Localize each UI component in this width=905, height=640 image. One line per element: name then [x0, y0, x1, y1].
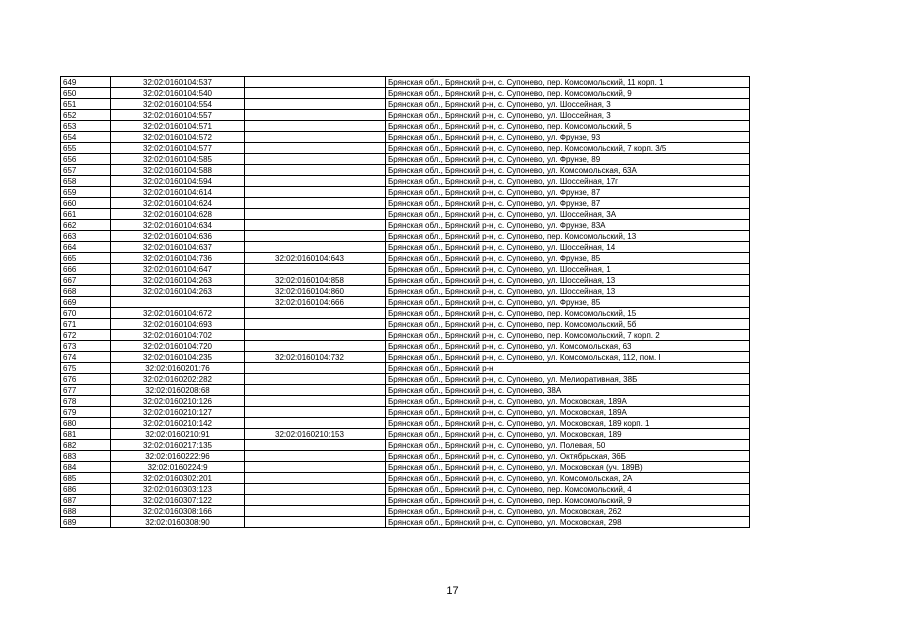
- table-body: [61, 77, 750, 528]
- related-cadastral-number-cell: [245, 220, 386, 231]
- cadastral-number-cell: 32:02:0160308:90: [111, 517, 245, 528]
- address-cell: Брянская обл., Брянский р-н, с. Супонево, пер. Комсомольский, 7 корп. 3/5: [386, 143, 750, 154]
- related-cadastral-number-cell: [245, 308, 386, 319]
- cadastral-number-cell: 32:02:0160104:702: [111, 330, 245, 341]
- row-number-cell: 651: [61, 99, 111, 110]
- table-row: [61, 253, 750, 264]
- row-number-cell: 665: [61, 253, 111, 264]
- table-row: [61, 495, 750, 506]
- address-cell: Брянская обл., Брянский р-н, с. Супонево, ул. Мелиоративная, 38Б: [386, 374, 750, 385]
- row-number-cell: 681: [61, 429, 111, 440]
- table-row: [61, 88, 750, 99]
- address-cell: Брянская обл., Брянский р-н, с. Супонево, ул. Шоссейная, 17г: [386, 176, 750, 187]
- table-row: [61, 407, 750, 418]
- related-cadastral-number-cell: [245, 484, 386, 495]
- address-cell: Брянская обл., Брянский р-н, с. Супонево, ул. Шоссейная, 13: [386, 286, 750, 297]
- cadastral-number-cell: 32:02:0160104:235: [111, 352, 245, 363]
- row-number-cell: 652: [61, 110, 111, 121]
- cadastral-number-cell: 32:02:0160104:628: [111, 209, 245, 220]
- table-row: [61, 473, 750, 484]
- cadastral-number-cell: 32:02:0160104:624: [111, 198, 245, 209]
- cadastral-number-cell: 32:02:0160201:76: [111, 363, 245, 374]
- address-cell: Брянская обл., Брянский р-н, с. Супонево, пер. Комсомольский, 13: [386, 231, 750, 242]
- row-number-cell: 675: [61, 363, 111, 374]
- address-cell: Брянская обл., Брянский р-н, с. Супонево, пер. Комсомольский, 9: [386, 495, 750, 506]
- cadastral-number-cell: 32:02:0160217:135: [111, 440, 245, 451]
- table-row: [61, 440, 750, 451]
- related-cadastral-number-cell: [245, 374, 386, 385]
- related-cadastral-number-cell: 32:02:0160104:643: [245, 253, 386, 264]
- address-cell: Брянская обл., Брянский р-н, с. Супонево, пер. Комсомольский, 5: [386, 121, 750, 132]
- row-number-cell: 687: [61, 495, 111, 506]
- cadastral-number-cell: 32:02:0160104:720: [111, 341, 245, 352]
- address-cell: Брянская обл., Брянский р-н, с. Супонево, ул. Московская, 189 корп. 1: [386, 418, 750, 429]
- row-number-cell: 670: [61, 308, 111, 319]
- table-row: [61, 341, 750, 352]
- address-cell: Брянская обл., Брянский р-н, с. Супонево, пер. Комсомольский, 11 корп. 1: [386, 77, 750, 88]
- related-cadastral-number-cell: [245, 187, 386, 198]
- related-cadastral-number-cell: [245, 110, 386, 121]
- table-row: [61, 176, 750, 187]
- related-cadastral-number-cell: [245, 396, 386, 407]
- cadastral-number-cell: 32:02:0160104:588: [111, 165, 245, 176]
- row-number-cell: 686: [61, 484, 111, 495]
- table-row: [61, 451, 750, 462]
- cadastral-table: [60, 76, 750, 528]
- related-cadastral-number-cell: [245, 132, 386, 143]
- table-row: [61, 242, 750, 253]
- address-cell: Брянская обл., Брянский р-н, с. Супонево, ул. Комсомольская, 2А: [386, 473, 750, 484]
- address-cell: Брянская обл., Брянский р-н, с. Супонево, ул. Полевая, 50: [386, 440, 750, 451]
- address-cell: Брянская обл., Брянский р-н, с. Супонево, ул. Комсомольская, 63А: [386, 165, 750, 176]
- address-cell: Брянская обл., Брянский р-н, с. Супонево, ул. Фрунзе, 85: [386, 253, 750, 264]
- table-row: [61, 319, 750, 330]
- address-cell: Брянская обл., Брянский р-н, с. Супонево, ул. Шоссейная, 1: [386, 264, 750, 275]
- address-cell: Брянская обл., Брянский р-н, с. Супонево, пер. Комсомольский, 15: [386, 308, 750, 319]
- table-row: [61, 132, 750, 143]
- table-row: [61, 506, 750, 517]
- table-row: [61, 374, 750, 385]
- table-row: [61, 363, 750, 374]
- table-row: [61, 198, 750, 209]
- related-cadastral-number-cell: [245, 121, 386, 132]
- cadastral-number-cell: 32:02:0160303:123: [111, 484, 245, 495]
- table-row: [61, 396, 750, 407]
- row-number-cell: 679: [61, 407, 111, 418]
- cadastral-number-cell: 32:02:0160104:263: [111, 275, 245, 286]
- table-row: [61, 275, 750, 286]
- address-cell: Брянская обл., Брянский р-н, с. Супонево, ул. Фрунзе, 87: [386, 198, 750, 209]
- related-cadastral-number-cell: [245, 473, 386, 484]
- row-number-cell: 668: [61, 286, 111, 297]
- row-number-cell: 669: [61, 297, 111, 308]
- row-number-cell: 676: [61, 374, 111, 385]
- cadastral-number-cell: 32:02:0160104:540: [111, 88, 245, 99]
- related-cadastral-number-cell: [245, 242, 386, 253]
- address-cell: Брянская обл., Брянский р-н, с. Супонево, ул. Шоссейная, 3А: [386, 209, 750, 220]
- address-cell: Брянская обл., Брянский р-н, с. Супонево, ул. Шоссейная, 13: [386, 275, 750, 286]
- row-number-cell: 680: [61, 418, 111, 429]
- row-number-cell: 663: [61, 231, 111, 242]
- row-number-cell: 656: [61, 154, 111, 165]
- page-number: 17: [446, 585, 459, 597]
- row-number-cell: 661: [61, 209, 111, 220]
- row-number-cell: 677: [61, 385, 111, 396]
- related-cadastral-number-cell: 32:02:0160104:666: [245, 297, 386, 308]
- cadastral-number-cell: 32:02:0160104:647: [111, 264, 245, 275]
- table-row: [61, 77, 750, 88]
- cadastral-number-cell: 32:02:0160202:282: [111, 374, 245, 385]
- table-row: [61, 385, 750, 396]
- cadastral-number-cell: 32:02:0160104:634: [111, 220, 245, 231]
- row-number-cell: 672: [61, 330, 111, 341]
- address-cell: Брянская обл., Брянский р-н, с. Супонево, ул. Комсомольская, 63: [386, 341, 750, 352]
- address-cell: Брянская обл., Брянский р-н, с. Супонево, пер. Комсомольский, 5б: [386, 319, 750, 330]
- related-cadastral-number-cell: [245, 319, 386, 330]
- address-cell: Брянская обл., Брянский р-н, с. Супонево, ул. Фрунзе, 93: [386, 132, 750, 143]
- cadastral-number-cell: 32:02:0160210:126: [111, 396, 245, 407]
- address-cell: Брянская обл., Брянский р-н, с. Супонево, ул. Шоссейная, 14: [386, 242, 750, 253]
- cadastral-number-cell: 32:02:0160104:263: [111, 286, 245, 297]
- address-cell: Брянская обл., Брянский р-н, с. Супонево, ул. Московская, 262: [386, 506, 750, 517]
- table-row: [61, 297, 750, 308]
- row-number-cell: 682: [61, 440, 111, 451]
- row-number-cell: 685: [61, 473, 111, 484]
- address-cell: Брянская обл., Брянский р-н, с. Супонево, ул. Шоссейная, 3: [386, 110, 750, 121]
- related-cadastral-number-cell: [245, 154, 386, 165]
- table-row: [61, 99, 750, 110]
- row-number-cell: 660: [61, 198, 111, 209]
- table-row: [61, 352, 750, 363]
- related-cadastral-number-cell: [245, 165, 386, 176]
- table-row: [61, 110, 750, 121]
- related-cadastral-number-cell: [245, 407, 386, 418]
- row-number-cell: 684: [61, 462, 111, 473]
- related-cadastral-number-cell: 32:02:0160104:858: [245, 275, 386, 286]
- cadastral-number-cell: 32:02:0160222:96: [111, 451, 245, 462]
- address-cell: Брянская обл., Брянский р-н, с. Супонево, ул. Октябрьская, 36Б: [386, 451, 750, 462]
- related-cadastral-number-cell: [245, 209, 386, 220]
- cadastral-number-cell: 32:02:0160104:693: [111, 319, 245, 330]
- table-row: [61, 517, 750, 528]
- related-cadastral-number-cell: [245, 440, 386, 451]
- row-number-cell: 657: [61, 165, 111, 176]
- address-cell: Брянская обл., Брянский р-н, с. Супонево, пер. Комсомольский, 7 корп. 2: [386, 330, 750, 341]
- cadastral-number-cell: 32:02:0160104:637: [111, 242, 245, 253]
- address-cell: Брянская обл., Брянский р-н, с. Супонево, ул. Фрунзе, 85: [386, 297, 750, 308]
- row-number-cell: 678: [61, 396, 111, 407]
- address-cell: Брянская обл., Брянский р-н, с. Супонево, пер. Комсомольский, 9: [386, 88, 750, 99]
- row-number-cell: 683: [61, 451, 111, 462]
- row-number-cell: 649: [61, 77, 111, 88]
- row-number-cell: 671: [61, 319, 111, 330]
- cadastral-number-cell: 32:02:0160104:585: [111, 154, 245, 165]
- related-cadastral-number-cell: [245, 462, 386, 473]
- related-cadastral-number-cell: 32:02:0160104:860: [245, 286, 386, 297]
- cadastral-number-cell: 32:02:0160104:554: [111, 99, 245, 110]
- table-row: [61, 484, 750, 495]
- address-cell: Брянская обл., Брянский р-н, с. Супонево, ул. Фрунзе, 87: [386, 187, 750, 198]
- cadastral-number-cell: 32:02:0160210:91: [111, 429, 245, 440]
- table-row: [61, 308, 750, 319]
- row-number-cell: 654: [61, 132, 111, 143]
- related-cadastral-number-cell: 32:02:0160104:732: [245, 352, 386, 363]
- address-cell: Брянская обл., Брянский р-н, с. Супонево, ул. Комсомольская, 112, пом. I: [386, 352, 750, 363]
- cadastral-number-cell: 32:02:0160104:572: [111, 132, 245, 143]
- row-number-cell: 653: [61, 121, 111, 132]
- table-row: [61, 462, 750, 473]
- cadastral-number-cell: 32:02:0160104:571: [111, 121, 245, 132]
- related-cadastral-number-cell: [245, 231, 386, 242]
- related-cadastral-number-cell: [245, 517, 386, 528]
- table-row: [61, 209, 750, 220]
- row-number-cell: 666: [61, 264, 111, 275]
- cadastral-number-cell: 32:02:0160224:9: [111, 462, 245, 473]
- table-row: [61, 165, 750, 176]
- row-number-cell: 673: [61, 341, 111, 352]
- table-row: [61, 264, 750, 275]
- table-row: [61, 231, 750, 242]
- address-cell: Брянская обл., Брянский р-н: [386, 363, 750, 374]
- table-row: [61, 187, 750, 198]
- address-cell: Брянская обл., Брянский р-н, с. Супонево, пер. Комсомольский, 4: [386, 484, 750, 495]
- related-cadastral-number-cell: [245, 495, 386, 506]
- cadastral-number-cell: 32:02:0160308:166: [111, 506, 245, 517]
- row-number-cell: 688: [61, 506, 111, 517]
- cadastral-number-cell: 32:02:0160104:557: [111, 110, 245, 121]
- address-cell: Брянская обл., Брянский р-н, с. Супонево, ул. Московская, 298: [386, 517, 750, 528]
- cadastral-number-cell: 32:02:0160104:537: [111, 77, 245, 88]
- related-cadastral-number-cell: [245, 451, 386, 462]
- cadastral-number-cell: 32:02:0160104:672: [111, 308, 245, 319]
- related-cadastral-number-cell: [245, 143, 386, 154]
- row-number-cell: 662: [61, 220, 111, 231]
- cadastral-number-cell: 32:02:0160104:594: [111, 176, 245, 187]
- cadastral-number-cell: 32:02:0160210:127: [111, 407, 245, 418]
- cadastral-number-cell: 32:02:0160208:68: [111, 385, 245, 396]
- cadastral-number-cell: 32:02:0160104:577: [111, 143, 245, 154]
- address-cell: Брянская обл., Брянский р-н, с. Супонево, ул. Шоссейная, 3: [386, 99, 750, 110]
- related-cadastral-number-cell: [245, 330, 386, 341]
- address-cell: Брянская обл., Брянский р-н, с. Супонево, ул. Московская, 189: [386, 429, 750, 440]
- row-number-cell: 658: [61, 176, 111, 187]
- related-cadastral-number-cell: [245, 264, 386, 275]
- address-cell: Брянская обл., Брянский р-н, с. Супонево, ул. Фрунзе, 83А: [386, 220, 750, 231]
- cadastral-number-cell: 32:02:0160104:636: [111, 231, 245, 242]
- table-row: [61, 418, 750, 429]
- related-cadastral-number-cell: [245, 341, 386, 352]
- cadastral-number-cell: 32:02:0160302:201: [111, 473, 245, 484]
- row-number-cell: 650: [61, 88, 111, 99]
- table-row: [61, 286, 750, 297]
- related-cadastral-number-cell: [245, 88, 386, 99]
- address-cell: Брянская обл., Брянский р-н, с. Супонево, ул. Московская, 189А: [386, 396, 750, 407]
- related-cadastral-number-cell: [245, 363, 386, 374]
- related-cadastral-number-cell: [245, 385, 386, 396]
- related-cadastral-number-cell: [245, 99, 386, 110]
- address-cell: Брянская обл., Брянский р-н, с. Супонево, ул. Фрунзе, 89: [386, 154, 750, 165]
- row-number-cell: 655: [61, 143, 111, 154]
- row-number-cell: 659: [61, 187, 111, 198]
- table-row: [61, 330, 750, 341]
- cadastral-number-cell: [111, 297, 245, 308]
- address-cell: Брянская обл., Брянский р-н, с. Супонево, ул. Московская, 189А: [386, 407, 750, 418]
- row-number-cell: 674: [61, 352, 111, 363]
- table-row: [61, 154, 750, 165]
- row-number-cell: 667: [61, 275, 111, 286]
- cadastral-number-cell: 32:02:0160307:122: [111, 495, 245, 506]
- related-cadastral-number-cell: [245, 418, 386, 429]
- table-row: [61, 121, 750, 132]
- related-cadastral-number-cell: 32:02:0160210:153: [245, 429, 386, 440]
- related-cadastral-number-cell: [245, 198, 386, 209]
- cadastral-number-cell: 32:02:0160104:736: [111, 253, 245, 264]
- table-row: [61, 143, 750, 154]
- row-number-cell: 689: [61, 517, 111, 528]
- address-cell: Брянская обл., Брянский р-н, с. Супонево, 38А: [386, 385, 750, 396]
- row-number-cell: 664: [61, 242, 111, 253]
- cadastral-number-cell: 32:02:0160104:614: [111, 187, 245, 198]
- table-row: [61, 220, 750, 231]
- related-cadastral-number-cell: [245, 77, 386, 88]
- related-cadastral-number-cell: [245, 176, 386, 187]
- table-row: [61, 429, 750, 440]
- cadastral-number-cell: 32:02:0160210:142: [111, 418, 245, 429]
- address-cell: Брянская обл., Брянский р-н, с. Супонево, ул. Московская (уч. 189В): [386, 462, 750, 473]
- related-cadastral-number-cell: [245, 506, 386, 517]
